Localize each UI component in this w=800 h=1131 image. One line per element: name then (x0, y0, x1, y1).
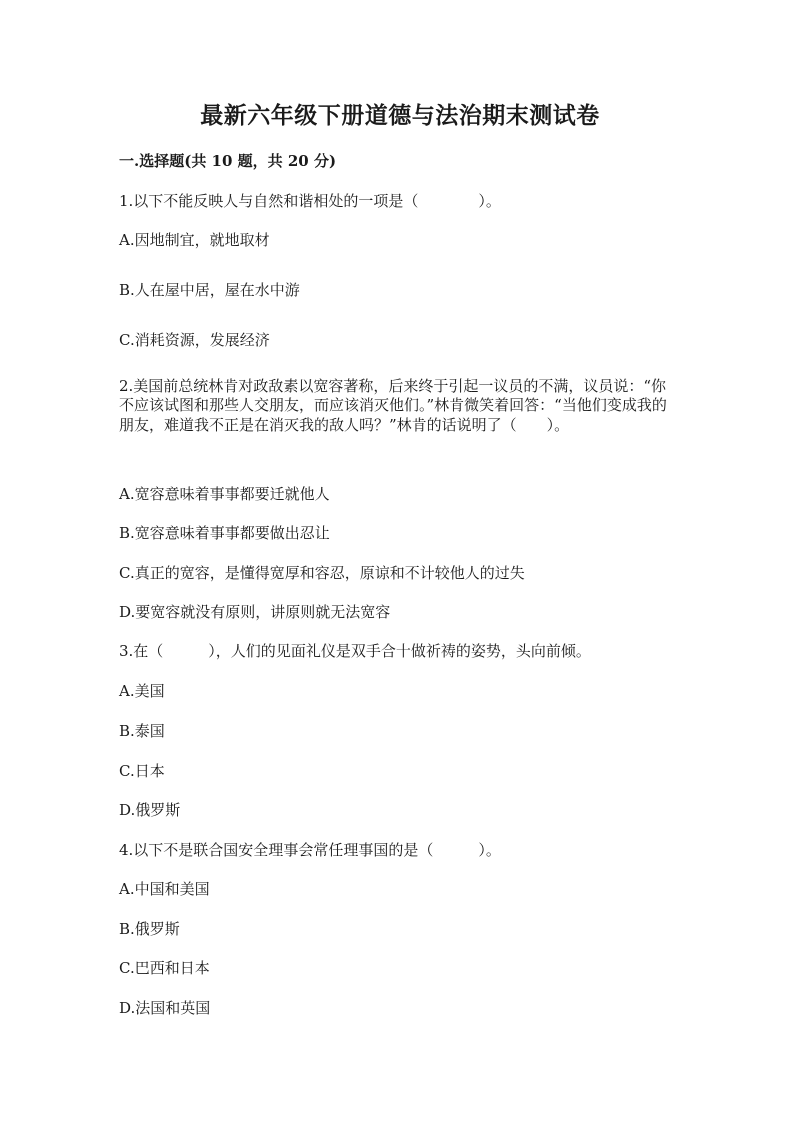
section-heading: 一.选择题(共 10 题，共 20 分) (119, 152, 337, 170)
question-3-option-c: C.日本 (119, 762, 165, 780)
question-4-option-d: D.法国和英国 (119, 999, 211, 1017)
question-4-stem: 4.以下不是联合国安全理事会常任理事国的是（ ）。 (119, 841, 501, 859)
question-4-option-b: B.俄罗斯 (119, 920, 180, 938)
question-3-option-a: A.美国 (119, 682, 165, 700)
question-2-option-a: A.宽容意味着事事都要迁就他人 (119, 485, 330, 503)
question-1-stem: 1.以下不能反映人与自然和谐相处的一项是（ ）。 (119, 192, 501, 210)
question-3-option-d: D.俄罗斯 (119, 801, 181, 819)
question-1-option-b: B.人在屋中居，屋在水中游 (119, 281, 300, 299)
question-3-stem: 3.在（ ），人们的见面礼仪是双手合十做祈祷的姿势，头向前倾。 (119, 642, 591, 660)
question-2-option-b: B.宽容意味着事事都要做出忍让 (119, 524, 330, 542)
question-4-option-c: C.巴西和日本 (119, 959, 210, 977)
question-2-option-d: D.要宽容就没有原则，讲原则就无法宽容 (119, 603, 391, 621)
question-2-stem: 2.美国前总统林肯对政敌素以宽容著称，后来终于引起一议员的不满，议员说：“你不应该试图和那些人交朋友，而应该消灭他们。”林肯微笑着回答：“当他们变成我的朋友，难道我不正是在消灭我的敌人吗？”林肯的话说明了（ ）。 (119, 377, 667, 434)
question-3-option-b: B.泰国 (119, 722, 165, 740)
question-4-option-a: A.中国和美国 (119, 880, 210, 898)
question-1-option-a: A.因地制宜，就地取材 (119, 231, 270, 249)
question-2-option-c: C.真正的宽容，是懂得宽厚和容忍，原谅和不计较他人的过失 (119, 564, 525, 582)
question-1-option-c: C.消耗资源，发展经济 (119, 331, 270, 349)
page-title: 最新六年级下册道德与法治期末测试卷 (200, 102, 600, 129)
